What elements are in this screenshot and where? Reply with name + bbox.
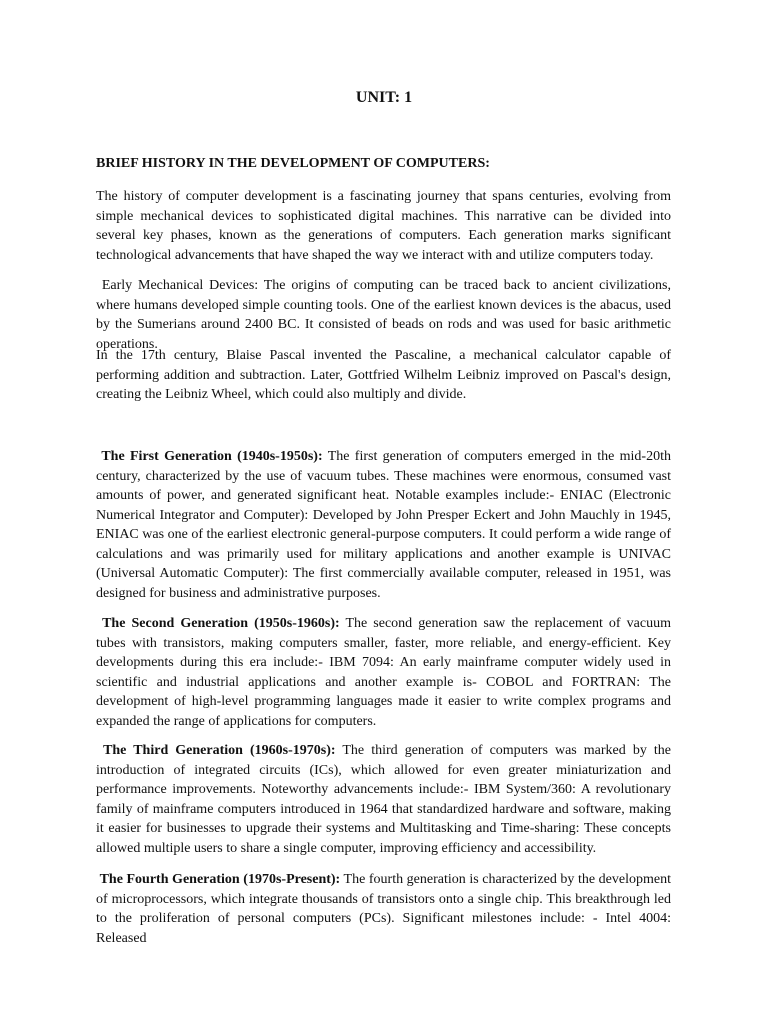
paragraph-lead-heading: The Fourth Generation (1970s-Present): <box>96 872 341 887</box>
unit-title: UNIT: 1 <box>355 89 413 106</box>
paragraph-text: The first generation of computers emerged in the mid-20th century, characterized by the use of vacuum tubes. These machines were enormous, consumed vast amounts of power, and generated significant heat. Notable examples include:- ENIAC (Electronic Numerical Integrator and Computer): Developed by John Presper Eckert and John Mauchly in 1945, ENIAC was one of the earliest electronic general-purpose computers. It could perform a wide range of calculations and was primarily used for military applications and another example is UNIVAC (Universal Automatic Computer): The first commercially available computer, released in 1951, was designed for business and administrative purposes. <box>96 449 671 601</box>
paragraph-second-generation <box>96 614 671 731</box>
paragraph-first-generation <box>96 447 671 603</box>
paragraph-text: Early Mechanical Devices: The origins of computing can be traced back to ancient civilizations, where humans developed simple counting tools. One of the earliest known devices is the abacus, used by the Sumerians around 2400 BC. It consisted of beads on rods and was used for basic arithmetic operations. <box>96 278 671 352</box>
paragraph-text: The fourth generation is characterized by the development of microprocessors, which integrate thousands of transistors onto a single chip. This breakthrough led to the proliferation of personal computers (PCs). Significant milestones include: - Intel 4004: Released <box>96 872 671 946</box>
section-heading: BRIEF HISTORY IN THE DEVELOPMENT OF COMPUTERS: <box>96 156 490 171</box>
paragraph-lead-heading: The Second Generation (1950s-1960s): <box>96 616 340 631</box>
paragraph-lead-heading: The First Generation (1940s-1950s): <box>96 449 323 464</box>
paragraph-text: The second generation saw the replacement of vacuum tubes with transistors, making computers smaller, faster, more reliable, and energy-efficient. Key developments during this era include:- IBM 7094: An early mainframe computer widely used in scientific and industrial applications and another example is- COBOL and FORTRAN: The development of high-level programming languages made it easier to write complex programs and expanded the range of applications for computers. <box>96 616 671 729</box>
paragraph-text: The third generation of computers was marked by the introduction of integrated circuits (ICs), which allowed for even greater miniaturization and performance improvements. Noteworthy advancements include:- IBM System/360: A revolutionary family of mainframe computers introduced in 1964 that standardized hardware and software, making it easier for businesses to upgrade their systems and Multitasking and Time-sharing: These concepts allowed multiple users to share a single computer, improving efficiency and accessibility. <box>96 743 671 856</box>
paragraph-intro <box>96 187 671 265</box>
paragraph-lead-heading: The Third Generation (1960s-1970s): <box>96 743 336 758</box>
paragraph-third-generation <box>96 741 671 858</box>
paragraph-pascaline <box>96 346 671 405</box>
paragraph-text: In the 17th century, Blaise Pascal invented the Pascaline, a mechanical calculator capable of performing addition and subtraction. Later, Gottfried Wilhelm Leibniz improved on Pascal's design, creating the Leibniz Wheel, which could also multiply and divide. <box>96 348 671 402</box>
paragraph-early-mechanical-devices <box>96 276 671 354</box>
paragraph-text: The history of computer development is a fascinating journey that spans centuries, evolving from simple mechanical devices to sophisticated digital machines. This narrative can be divided into several key phases, known as the generations of computers. Each generation marks significant technological advancements that have shaped the way we interact with and utilize computers today. <box>96 189 671 263</box>
paragraph-fourth-generation <box>96 870 671 948</box>
